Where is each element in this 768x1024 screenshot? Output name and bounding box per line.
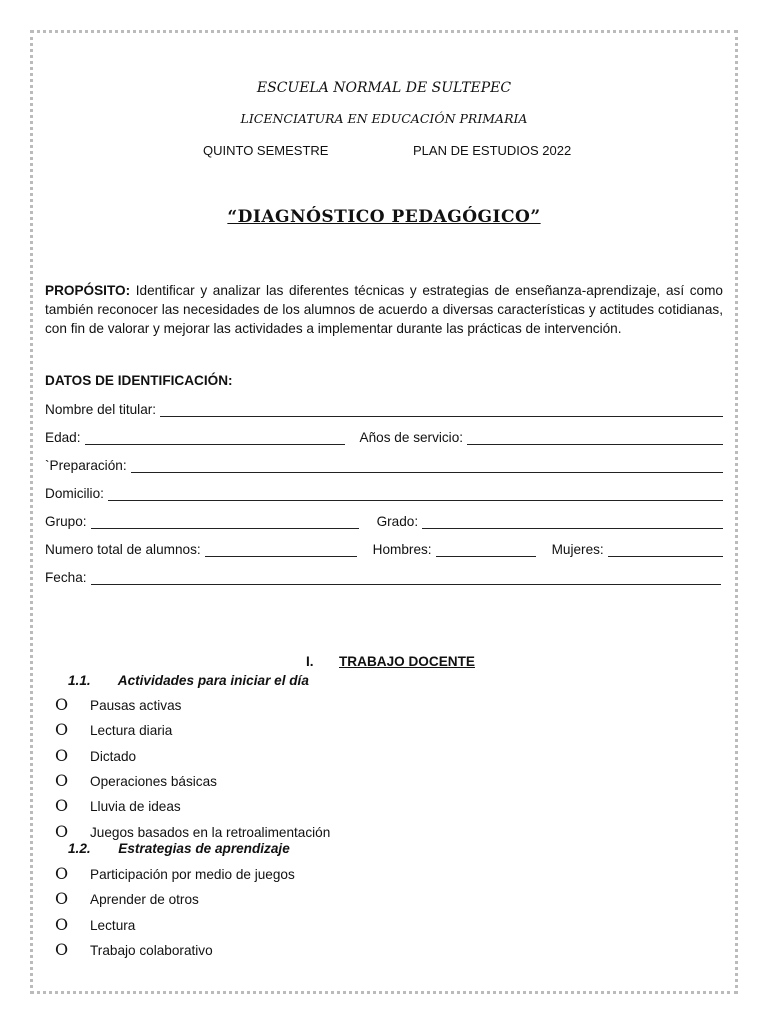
subsection-1-2-title: Estrategias de aprendizaje (118, 841, 290, 856)
option-label: Dictado (90, 749, 137, 764)
option-label: Pausas activas (90, 698, 182, 713)
domicilio-line[interactable] (108, 486, 723, 501)
preparacion-label: `Preparación: (45, 458, 127, 473)
purpose-label: PROPÓSITO: (45, 283, 131, 298)
section-numeral: I. (306, 654, 314, 669)
option-label: Lectura (90, 918, 136, 933)
subsection-1-1-title: Actividades para iniciar el día (117, 673, 309, 688)
nombre-line[interactable] (160, 402, 723, 417)
field-preparacion[interactable] (45, 455, 723, 473)
fecha-line[interactable] (91, 570, 721, 585)
radio-circle-icon[interactable]: O (55, 822, 69, 841)
field-grupo-grado (45, 511, 723, 529)
field-fecha[interactable] (45, 567, 721, 585)
total-line[interactable] (205, 542, 357, 557)
section-heading: TRABAJO DOCENTE (339, 654, 475, 669)
radio-circle-icon[interactable]: O (55, 746, 69, 765)
list-item[interactable] (55, 720, 172, 739)
grupo-line[interactable] (91, 514, 359, 529)
list-item[interactable] (55, 822, 330, 841)
radio-circle-icon[interactable]: O (55, 796, 69, 815)
list-item[interactable] (55, 915, 135, 934)
identification-heading: DATOS DE IDENTIFICACIÓN: (45, 373, 233, 388)
list-item[interactable] (55, 746, 136, 765)
mujeres-label: Mujeres: (551, 542, 604, 557)
grupo-label: Grupo: (45, 514, 87, 529)
field-nombre[interactable] (45, 399, 723, 417)
domicilio-label: Domicilio: (45, 486, 104, 501)
subsection-1-2 (68, 841, 290, 856)
purpose-text: Identificar y analizar las diferentes técnicas y estrategias de enseñanza-aprendizaje, así como también reconocer las necesidades de los alumnos de acuerdo a diversas características y actitudes cotidianas, con fin de valorar y mejorar las actividades a implementar durante las prácticas de intervención. (45, 283, 723, 336)
subsection-1-2-number: 1.2. (68, 841, 91, 856)
fecha-label: Fecha: (45, 570, 87, 585)
option-label: Trabajo colaborativo (90, 943, 213, 958)
anios-label: Años de servicio: (359, 430, 464, 445)
preparacion-line[interactable] (131, 458, 723, 473)
option-label: Operaciones básicas (90, 774, 217, 789)
edad-line[interactable] (85, 430, 345, 445)
option-label: Lectura diaria (90, 723, 173, 738)
option-label: Participación por medio de juegos (90, 867, 295, 882)
option-label: Juegos basados en la retroalimentación (90, 825, 331, 840)
radio-circle-icon[interactable]: O (55, 695, 69, 714)
field-domicilio[interactable] (45, 483, 723, 501)
degree-name: LICENCIATURA EN EDUCACIÓN PRIMARIA (240, 111, 528, 126)
radio-circle-icon[interactable]: O (55, 915, 69, 934)
document-title: “DIAGNÓSTICO PEDAGÓGICO” (227, 207, 541, 227)
anios-line[interactable] (467, 430, 723, 445)
mujeres-line[interactable] (608, 542, 723, 557)
list-item[interactable] (55, 796, 181, 815)
edad-label: Edad: (45, 430, 81, 445)
purpose-paragraph (45, 281, 723, 338)
grado-label: Grado: (376, 514, 419, 529)
list-item[interactable] (55, 864, 295, 883)
field-edad-anios (45, 427, 723, 445)
subsection-1-1-number: 1.1. (68, 673, 91, 688)
hombres-label: Hombres: (372, 542, 432, 557)
option-label: Aprender de otros (90, 892, 199, 907)
radio-circle-icon[interactable]: O (55, 864, 69, 883)
semester-label: QUINTO SEMESTRE (203, 143, 329, 158)
list-item[interactable] (55, 889, 199, 908)
grado-line[interactable] (422, 514, 723, 529)
list-item[interactable] (55, 771, 217, 790)
list-item[interactable] (55, 940, 213, 959)
subsection-1-1 (68, 673, 309, 688)
nombre-label: Nombre del titular: (45, 402, 157, 417)
total-label: Numero total de alumnos: (45, 542, 201, 557)
field-alumnos (45, 539, 723, 557)
school-name: ESCUELA NORMAL DE SULTEPEC (256, 80, 512, 96)
radio-circle-icon[interactable]: O (55, 889, 69, 908)
radio-circle-icon[interactable]: O (55, 940, 69, 959)
radio-circle-icon[interactable]: O (55, 720, 69, 739)
list-item[interactable] (55, 695, 181, 714)
plan-label: PLAN DE ESTUDIOS 2022 (413, 143, 572, 158)
hombres-line[interactable] (436, 542, 536, 557)
radio-circle-icon[interactable]: O (55, 771, 69, 790)
option-label: Lluvia de ideas (90, 799, 181, 814)
